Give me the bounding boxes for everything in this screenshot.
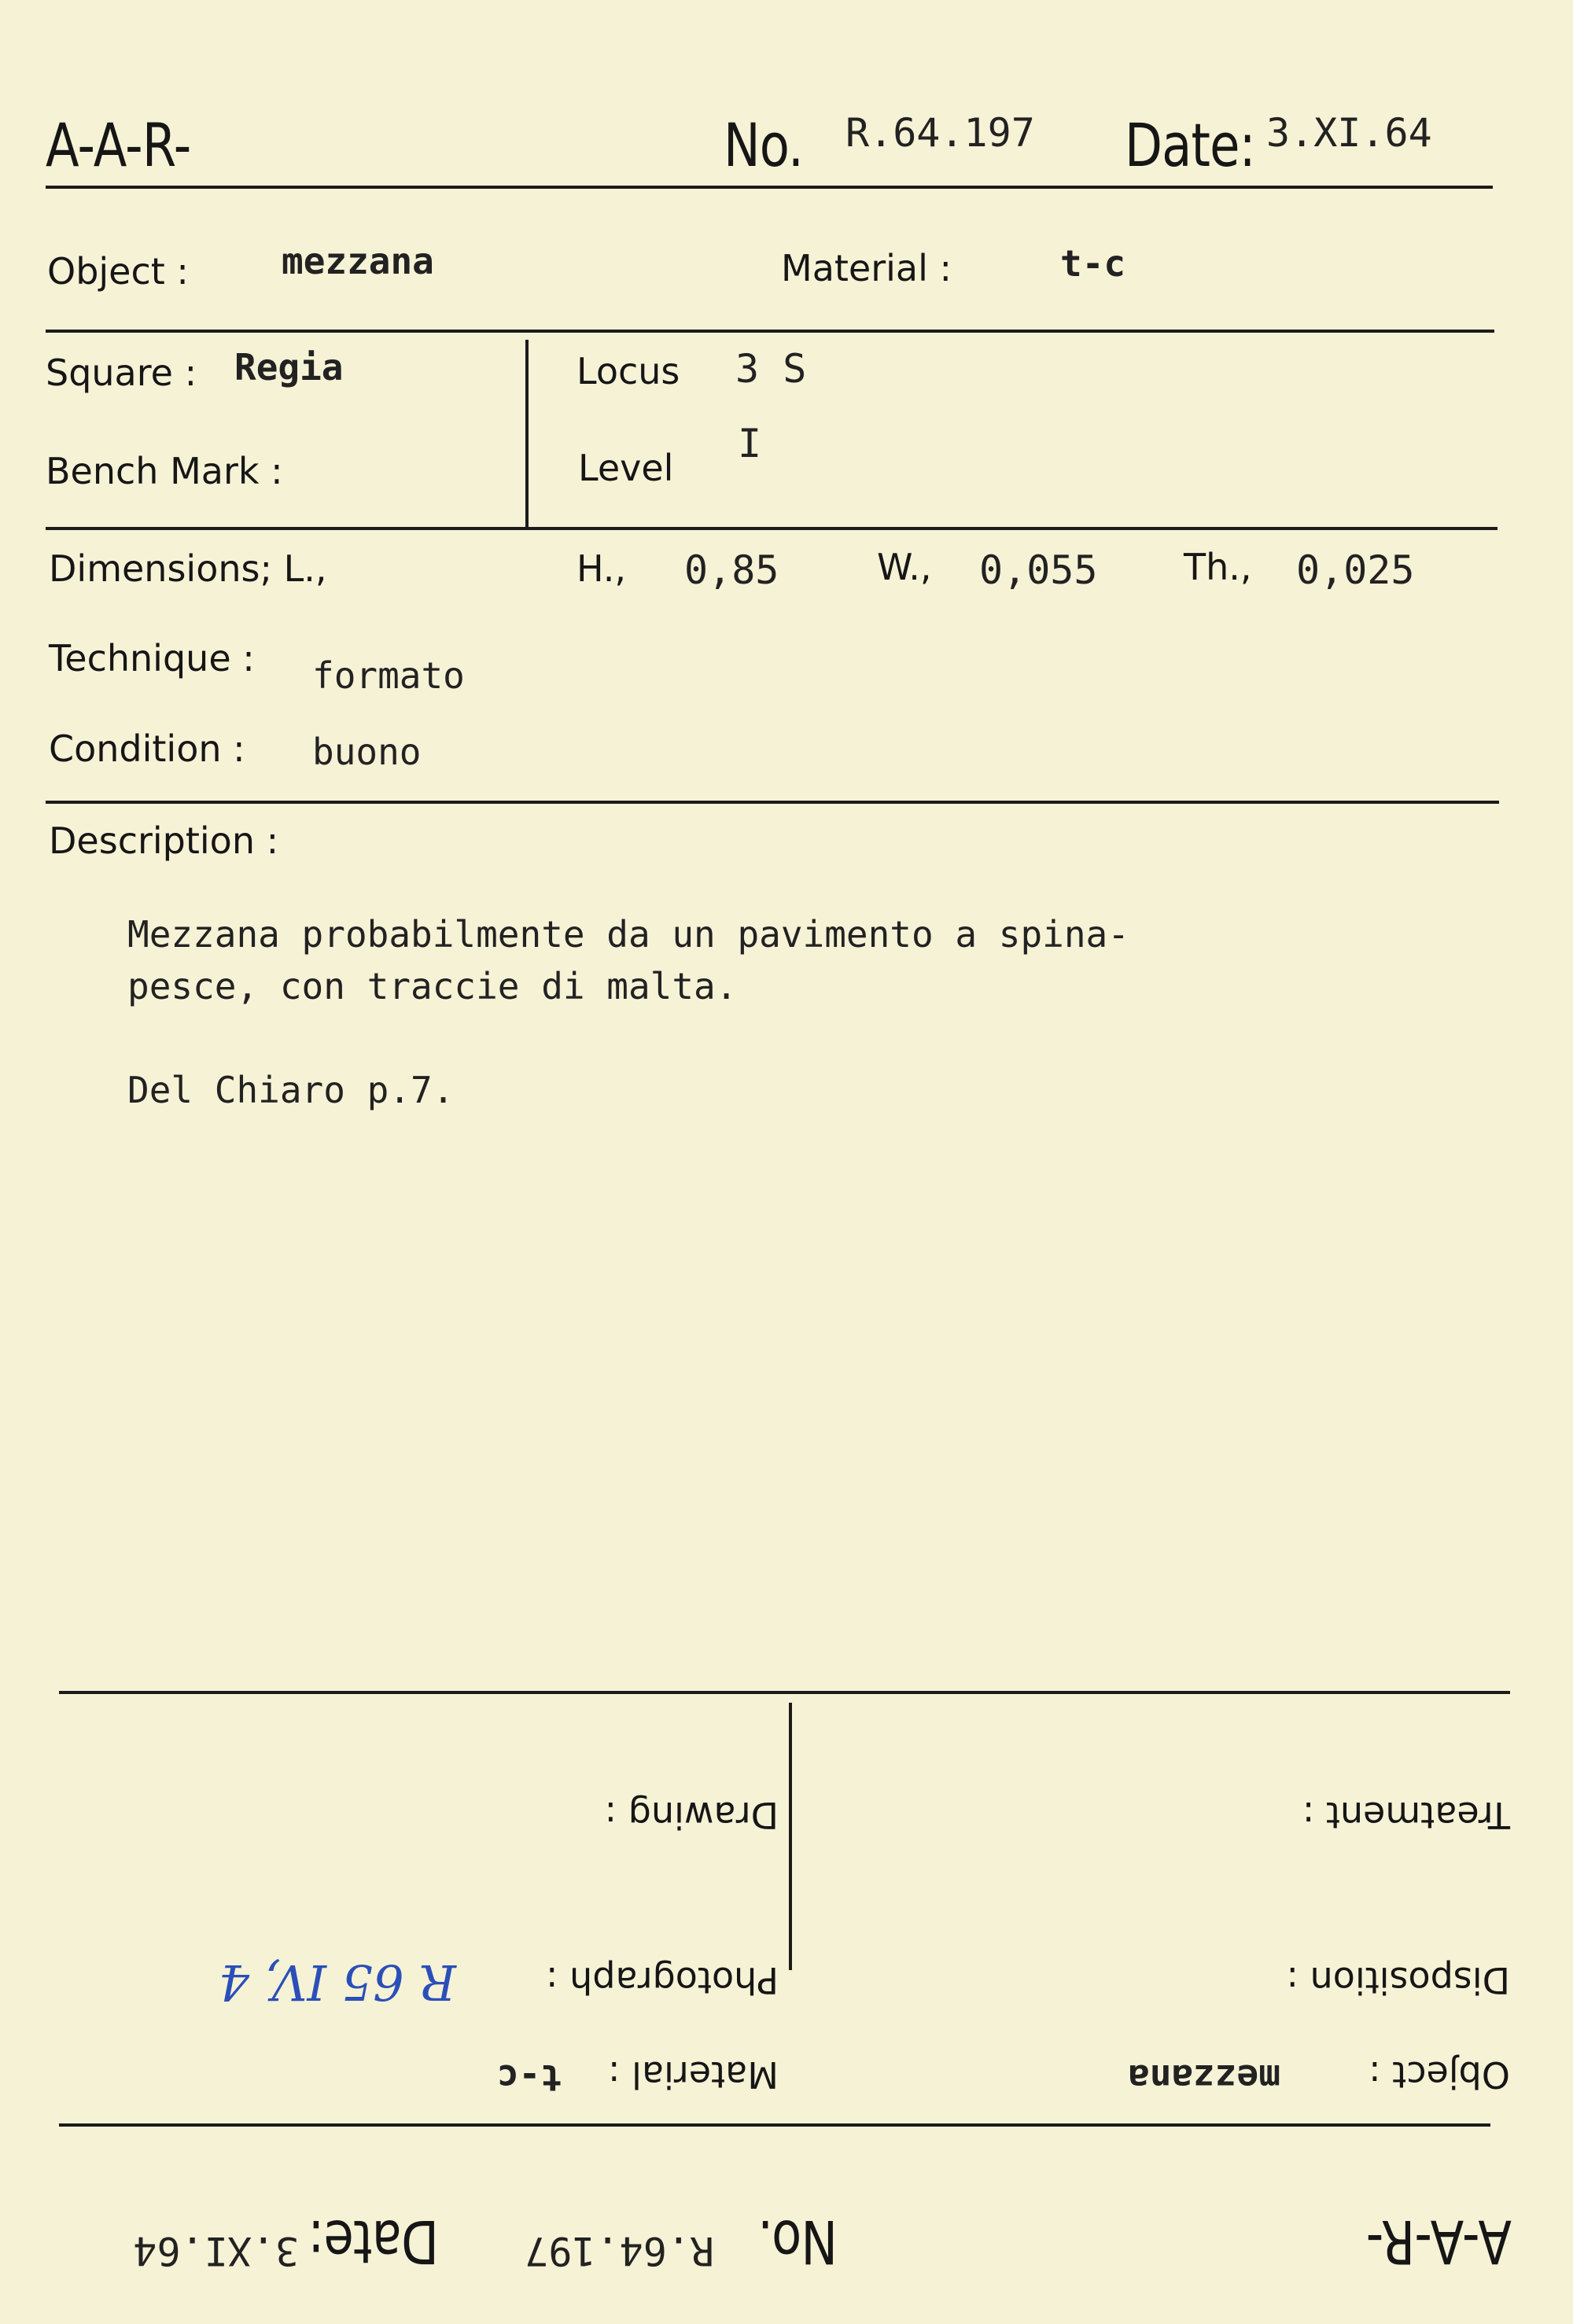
bottom-date-value: 3.XI.64 [133, 2228, 299, 2274]
locus-value: 3 S [735, 346, 807, 392]
drawing-label: Drawing : [604, 1794, 779, 1836]
inverted-section [0, 1636, 1573, 2324]
condition-value: buono [312, 731, 422, 773]
bottom-material-label: Material : [608, 2053, 779, 2096]
photograph-value: R 65 IV, 4 [218, 1954, 456, 2011]
technique-label: Technique : [49, 637, 255, 680]
card-brand: A-A-R- [46, 110, 191, 180]
height-value: 0,85 [684, 547, 779, 593]
dimensions-label: Dimensions; L., [49, 547, 327, 590]
photograph-label: Photograph : [546, 1959, 779, 2002]
number-label: No. [724, 110, 804, 180]
material-value: t-c [1060, 242, 1126, 285]
number-value: R.64.197 [845, 110, 1035, 156]
object-value: mezzana [282, 240, 434, 282]
square-label: Square : [46, 352, 197, 394]
description-text: Mezzana probabilmente da un pavimento a spina- pesce, con traccie di malta. Del Chiaro p.7. [127, 913, 1129, 1111]
condition-label: Condition : [49, 727, 245, 770]
height-label: H., [577, 547, 627, 590]
thickness-value: 0,025 [1296, 547, 1415, 593]
header-rule [46, 186, 1493, 189]
square-divider [525, 340, 529, 527]
disposition-label: Disposition : [1286, 1959, 1510, 2002]
level-label: Level [578, 447, 674, 489]
date-label: Date: [1125, 110, 1255, 180]
treatment-label: Treatment : [1302, 1794, 1510, 1836]
width-label: W., [877, 546, 932, 588]
width-value: 0,055 [979, 547, 1098, 593]
date-value: 3.XI.64 [1266, 110, 1432, 156]
bench-mark-label: Bench Mark : [46, 450, 283, 492]
bottom-number-value: R.64.197 [525, 2228, 714, 2274]
square-value: Regia [234, 346, 344, 389]
bottom-material-value: t-c [496, 2057, 562, 2099]
description-label: Description : [49, 819, 279, 862]
condition-rule [46, 801, 1499, 804]
bottom-brand: A-A-R- [1366, 2207, 1512, 2277]
locus-label: Locus [577, 350, 680, 392]
object-rule [46, 330, 1494, 333]
level-value: I [738, 421, 762, 466]
bottom-number-label: No. [757, 2207, 838, 2277]
material-label: Material : [781, 247, 952, 289]
bottom-object-label: Object : [1369, 2053, 1510, 2096]
square-rule [46, 527, 1497, 530]
technique-value: formato [312, 654, 465, 697]
object-label: Object : [47, 250, 189, 293]
bottom-object-value: mezzana [1128, 2057, 1280, 2099]
thickness-label: Th., [1184, 546, 1252, 588]
bottom-date-label: Date: [308, 2207, 439, 2277]
